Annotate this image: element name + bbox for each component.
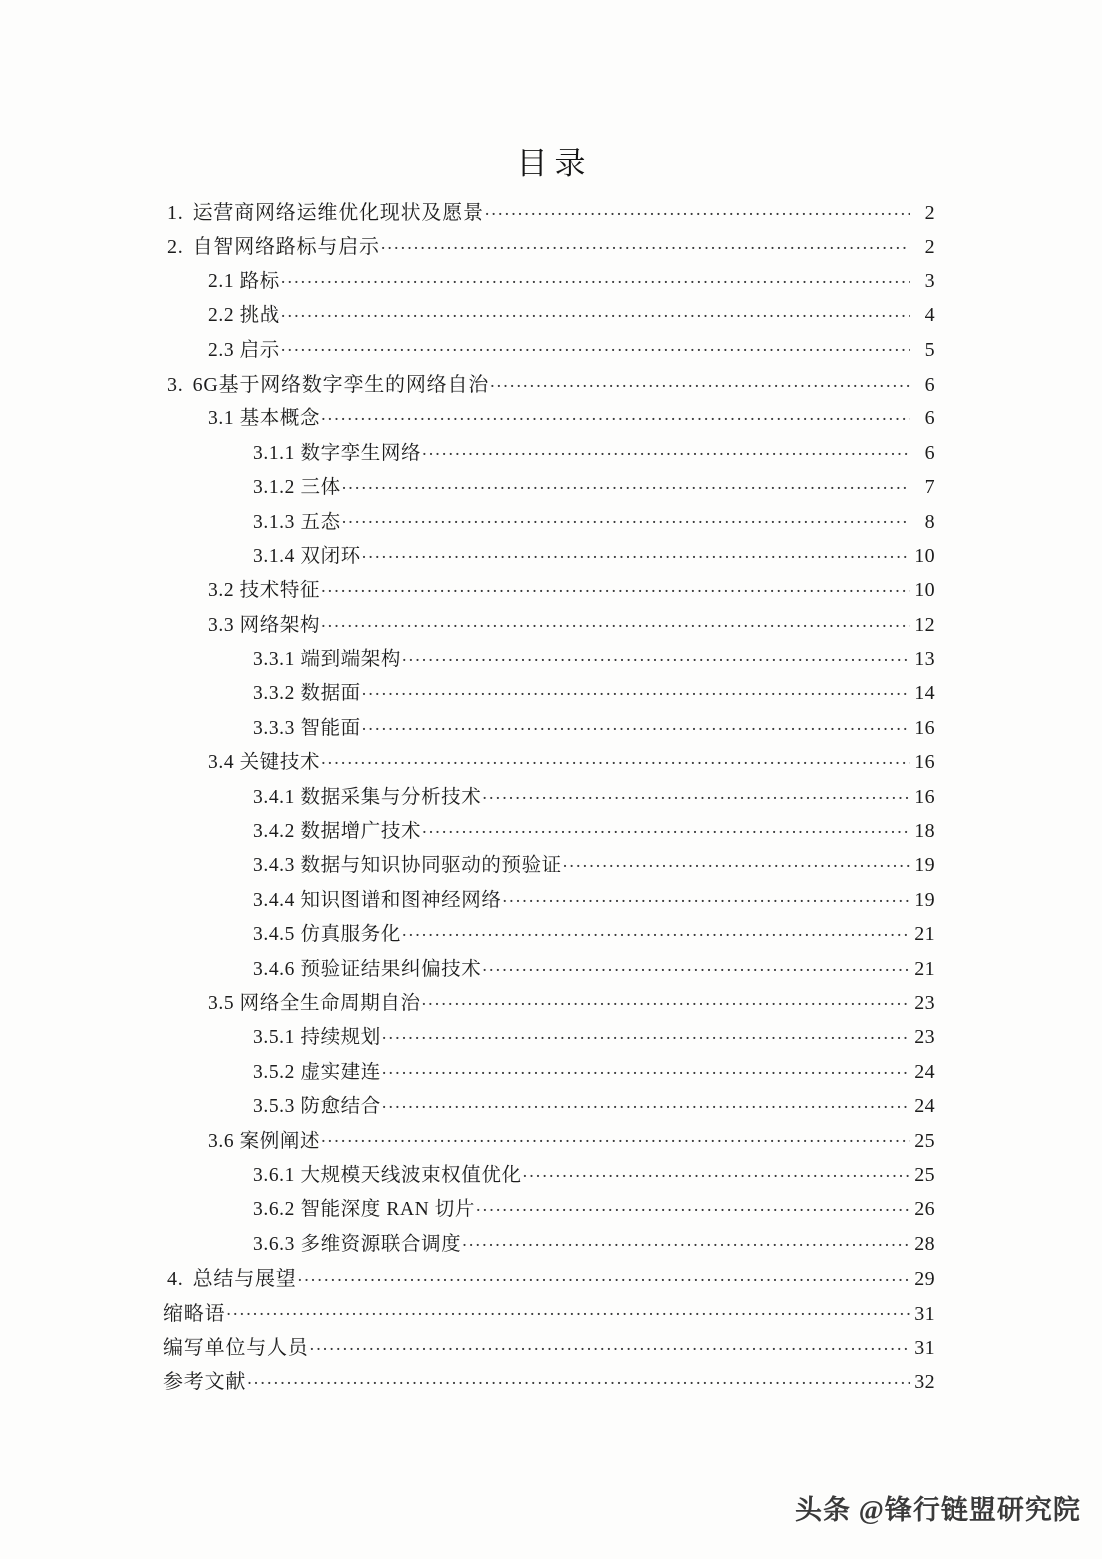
page-title: 目录 — [516, 146, 593, 181]
toc-dot-leader — [362, 546, 910, 562]
toc-entry-label — [253, 1021, 381, 1049]
toc-dot-leader — [321, 408, 910, 424]
toc-entry[interactable] — [0, 884, 1102, 918]
toc-entry-page-number: 13 — [914, 648, 935, 671]
toc-dot-leader — [382, 1096, 910, 1112]
toc-dot-leader — [482, 787, 910, 803]
toc-dot-leader — [321, 615, 910, 631]
toc-entry-label — [167, 196, 484, 225]
toc-dot-leader — [321, 580, 910, 596]
toc-entry-text: 虚实建连 — [300, 1061, 381, 1083]
toc-dot-leader — [342, 477, 910, 493]
toc-entry-page-number: 29 — [914, 1268, 935, 1291]
toc-entry-text: 基本概念 — [239, 408, 321, 430]
toc-entry[interactable] — [0, 574, 1102, 608]
toc-entry-text: 运营商网络运维优化现状及愿景 — [192, 202, 484, 224]
toc-dot-leader — [362, 683, 910, 699]
toc-entry-page-number: 4 — [924, 304, 935, 327]
toc-entry-page-number: 16 — [914, 716, 935, 739]
toc-entry[interactable] — [0, 299, 1102, 333]
toc-entry-number: 3.4 — [208, 752, 235, 774]
toc-entry-label — [208, 1125, 320, 1153]
toc-dot-leader — [298, 1269, 910, 1285]
toc-dot-leader — [485, 203, 910, 219]
toc-entry-number: 3.4.3 — [253, 855, 295, 877]
toc-entry-text: 数据与知识协同驱动的预验证 — [300, 855, 562, 877]
toc-entry[interactable] — [0, 471, 1102, 505]
toc-entry-label — [253, 1090, 381, 1118]
toc-dot-leader — [503, 890, 911, 906]
toc-entry-text: 数据增广技术 — [300, 821, 422, 843]
toc-entry-text: 数据面 — [300, 683, 361, 705]
toc-entry-text: 仿真服务化 — [300, 924, 401, 946]
toc-entry[interactable] — [0, 1125, 1102, 1159]
toc-dot-leader — [310, 1338, 910, 1354]
toc-entry-page-number: 6 — [924, 407, 935, 430]
toc-entry-text: 智能面 — [300, 717, 361, 739]
toc-entry-page-number: 23 — [914, 991, 935, 1014]
toc-dot-leader — [402, 649, 910, 665]
toc-dot-leader — [422, 443, 910, 459]
toc-entry[interactable] — [0, 196, 1102, 230]
toc-entry[interactable] — [0, 987, 1102, 1021]
toc-dot-leader — [402, 924, 910, 940]
toc-entry[interactable] — [0, 334, 1102, 368]
toc-entry-page-number: 24 — [914, 1095, 935, 1118]
toc-entry-label — [208, 746, 320, 774]
toc-entry-page-number: 23 — [914, 1026, 935, 1049]
toc-entry-text: 数字孪生网络 — [300, 442, 422, 464]
toc-dot-leader — [342, 512, 910, 528]
toc-entry-label — [208, 987, 421, 1015]
toc-entry-page-number: 28 — [914, 1232, 935, 1255]
table-of-contents — [0, 196, 1102, 1400]
toc-entry-text: 启示 — [239, 339, 280, 361]
toc-entry-label — [163, 1331, 309, 1360]
toc-entry-page-number: 21 — [914, 957, 935, 980]
toc-entry-label — [163, 1297, 225, 1326]
toc-entry-label — [253, 712, 361, 740]
toc-entry-number: 3.3.1 — [253, 649, 295, 671]
toc-entry[interactable] — [0, 746, 1102, 780]
toc-entry-text: 大规模天线波束权值优化 — [300, 1164, 522, 1186]
toc-entry-text: 五态 — [300, 511, 341, 533]
toc-dot-leader — [281, 271, 910, 287]
toc-entry[interactable] — [0, 1262, 1102, 1296]
watermark: 头条 @锋行链盟研究院 — [795, 1495, 1081, 1525]
toc-entry[interactable] — [0, 437, 1102, 471]
toc-entry-label — [253, 1159, 522, 1187]
toc-entry-number: 3.4.6 — [253, 958, 295, 980]
toc-entry-label — [163, 1365, 246, 1394]
toc-entry[interactable] — [0, 1159, 1102, 1193]
toc-entry-number: 3.1.3 — [253, 511, 295, 533]
toc-entry-label — [253, 884, 502, 912]
toc-entry[interactable] — [0, 815, 1102, 849]
toc-entry-page-number: 31 — [914, 1302, 935, 1325]
toc-entry-number: 3.4.2 — [253, 821, 295, 843]
toc-dot-leader — [382, 1062, 910, 1078]
toc-entry-label — [253, 1228, 461, 1256]
toc-entry-label — [253, 437, 421, 465]
toc-entry-text: 双闭环 — [300, 545, 361, 567]
toc-entry-number: 3.5.2 — [253, 1061, 295, 1083]
toc-dot-leader — [281, 340, 910, 356]
toc-entry-label — [253, 1056, 381, 1084]
toc-entry-label — [253, 953, 481, 981]
toc-entry-label — [253, 849, 562, 877]
toc-entry-text: 6G基于网络数字孪生的网络自治 — [192, 373, 490, 396]
toc-entry-label — [253, 677, 361, 705]
toc-entry-text: 网络架构 — [239, 614, 321, 636]
toc-entry-page-number: 8 — [924, 510, 935, 533]
toc-entry-number: 3.1.2 — [253, 477, 295, 499]
toc-entry-label — [253, 506, 341, 534]
toc-dot-leader — [226, 1304, 910, 1320]
toc-entry-number: 2. — [167, 236, 184, 259]
toc-entry-text: 技术特征 — [239, 580, 321, 602]
toc-entry-number: 2.1 — [208, 270, 235, 292]
toc-entry[interactable] — [0, 230, 1102, 264]
toc-entry-text: 缩略语 — [163, 1302, 226, 1325]
toc-entry-label — [253, 918, 401, 946]
toc-entry-page-number: 19 — [914, 888, 935, 911]
toc-dot-leader — [482, 959, 910, 975]
toc-entry-text: 挑战 — [239, 305, 280, 327]
toc-dot-leader — [476, 1199, 910, 1215]
toc-dot-leader — [563, 855, 910, 871]
toc-entry[interactable] — [0, 1056, 1102, 1090]
toc-dot-leader — [422, 821, 910, 837]
toc-entry-page-number: 10 — [914, 544, 935, 567]
toc-entry-label — [253, 643, 401, 671]
toc-entry-number: 3.5.1 — [253, 1027, 295, 1049]
toc-entry-page-number: 7 — [924, 476, 935, 499]
toc-entry-number: 3.3.3 — [253, 717, 295, 739]
toc-entry-number: 3.2 — [208, 580, 235, 602]
toc-entry-text: 智能深度 RAN 切片 — [300, 1199, 476, 1221]
toc-entry-number: 3.3.2 — [253, 683, 295, 705]
toc-entry-number: 3.1.4 — [253, 545, 295, 567]
toc-dot-leader — [362, 718, 910, 734]
toc-entry[interactable] — [0, 1365, 1102, 1399]
toc-entry[interactable] — [0, 1021, 1102, 1055]
toc-entry-number: 3.3 — [208, 614, 235, 636]
toc-entry-text: 总结与展望 — [192, 1268, 297, 1291]
toc-entry-text: 持续规划 — [300, 1027, 381, 1049]
toc-entry-page-number: 2 — [924, 202, 935, 224]
toc-entry-label — [208, 265, 280, 293]
toc-entry-label — [208, 402, 320, 430]
toc-entry-label — [253, 815, 421, 843]
toc-entry-page-number: 19 — [914, 854, 935, 877]
toc-entry-number: 3.4.1 — [253, 786, 295, 808]
toc-dot-leader — [281, 305, 910, 321]
toc-entry[interactable] — [0, 1297, 1102, 1331]
toc-entry-page-number: 24 — [914, 1060, 935, 1083]
toc-dot-leader — [381, 237, 910, 253]
toc-entry[interactable] — [0, 849, 1102, 883]
toc-entry[interactable] — [0, 1193, 1102, 1227]
toc-entry-text: 三体 — [300, 477, 341, 499]
toc-entry-page-number: 18 — [914, 820, 935, 843]
toc-entry[interactable] — [0, 368, 1102, 402]
toc-entry[interactable] — [0, 918, 1102, 952]
toc-dot-leader — [523, 1165, 910, 1181]
toc-entry-number: 3.4.4 — [253, 889, 295, 911]
toc-dot-leader — [490, 375, 910, 391]
toc-entry-label — [253, 1193, 475, 1221]
toc-dot-leader — [382, 1027, 910, 1043]
toc-entry-text: 案例阐述 — [239, 1130, 321, 1152]
toc-entry-number: 3.6.2 — [253, 1199, 295, 1221]
toc-entry[interactable] — [0, 643, 1102, 677]
toc-entry-text: 网络全生命周期自治 — [239, 992, 421, 1014]
toc-dot-leader — [321, 752, 910, 768]
toc-entry-number: 3.4.5 — [253, 924, 295, 946]
toc-entry-number: 2.3 — [208, 339, 235, 361]
toc-entry-label — [208, 299, 280, 327]
toc-entry-number: 4. — [167, 1268, 184, 1291]
toc-entry[interactable] — [0, 1228, 1102, 1262]
toc-entry-page-number: 6 — [924, 441, 935, 464]
toc-dot-leader — [321, 1131, 910, 1147]
toc-entry-label — [253, 781, 481, 809]
toc-entry-label — [253, 540, 361, 568]
toc-entry-page-number: 16 — [914, 751, 935, 774]
toc-entry-text: 知识图谱和图神经网络 — [300, 889, 502, 911]
toc-entry-label — [167, 368, 489, 397]
toc-entry-page-number: 25 — [914, 1163, 935, 1186]
toc-entry-page-number: 21 — [914, 923, 935, 946]
toc-entry-page-number: 6 — [924, 373, 935, 396]
toc-entry-number: 3.5.3 — [253, 1096, 295, 1118]
toc-entry-text: 防愈结合 — [300, 1096, 381, 1118]
toc-entry-number: 3.6.1 — [253, 1164, 295, 1186]
toc-entry-label — [208, 334, 280, 362]
toc-entry[interactable] — [0, 677, 1102, 711]
toc-entry-number: 3.6.3 — [253, 1233, 295, 1255]
toc-entry-page-number: 3 — [924, 269, 935, 292]
toc-entry-label — [167, 230, 380, 259]
toc-entry[interactable] — [0, 1090, 1102, 1124]
toc-entry-label — [208, 609, 320, 637]
toc-dot-leader — [422, 993, 910, 1009]
toc-entry[interactable] — [0, 265, 1102, 299]
toc-entry-label — [167, 1262, 297, 1291]
toc-entry[interactable] — [0, 540, 1102, 574]
toc-entry-page-number: 25 — [914, 1129, 935, 1152]
toc-entry-text: 自智网络路标与启示 — [192, 236, 380, 259]
toc-dot-leader — [462, 1234, 910, 1250]
toc-entry-number: 1. — [167, 202, 184, 224]
toc-entry[interactable] — [0, 609, 1102, 643]
toc-entry-number: 3. — [167, 373, 184, 396]
toc-entry-number: 3.1.1 — [253, 442, 295, 464]
toc-entry-text: 参考文献 — [163, 1371, 247, 1394]
toc-entry[interactable] — [0, 953, 1102, 987]
toc-entry[interactable] — [0, 1331, 1102, 1365]
toc-entry-page-number: 12 — [914, 613, 935, 636]
toc-entry-number: 3.5 — [208, 992, 235, 1014]
toc-entry-page-number: 2 — [924, 236, 935, 259]
toc-entry-text: 编写单位与人员 — [163, 1336, 309, 1359]
toc-entry-page-number: 26 — [914, 1198, 935, 1221]
toc-entry-page-number: 16 — [914, 785, 935, 808]
toc-entry-number: 3.1 — [208, 408, 235, 430]
toc-entry[interactable] — [0, 781, 1102, 815]
toc-entry-page-number: 32 — [914, 1371, 935, 1394]
toc-dot-leader — [247, 1372, 910, 1388]
toc-entry-label — [253, 471, 341, 499]
toc-entry-page-number: 14 — [914, 682, 935, 705]
toc-entry-page-number: 10 — [914, 579, 935, 602]
toc-entry-text: 预验证结果纠偏技术 — [300, 958, 482, 980]
toc-entry[interactable] — [0, 402, 1102, 436]
toc-entry-text: 路标 — [239, 270, 280, 292]
toc-entry-page-number: 31 — [914, 1336, 935, 1359]
toc-entry-text: 关键技术 — [239, 752, 321, 774]
toc-entry-text: 端到端架构 — [300, 649, 401, 671]
toc-entry-label — [208, 574, 320, 602]
toc-entry[interactable] — [0, 506, 1102, 540]
toc-entry[interactable] — [0, 712, 1102, 746]
toc-entry-page-number: 5 — [924, 338, 935, 361]
toc-entry-text: 数据采集与分析技术 — [300, 786, 482, 808]
toc-entry-number: 3.6 — [208, 1130, 235, 1152]
toc-entry-text: 多维资源联合调度 — [300, 1233, 462, 1255]
toc-entry-number: 2.2 — [208, 305, 235, 327]
